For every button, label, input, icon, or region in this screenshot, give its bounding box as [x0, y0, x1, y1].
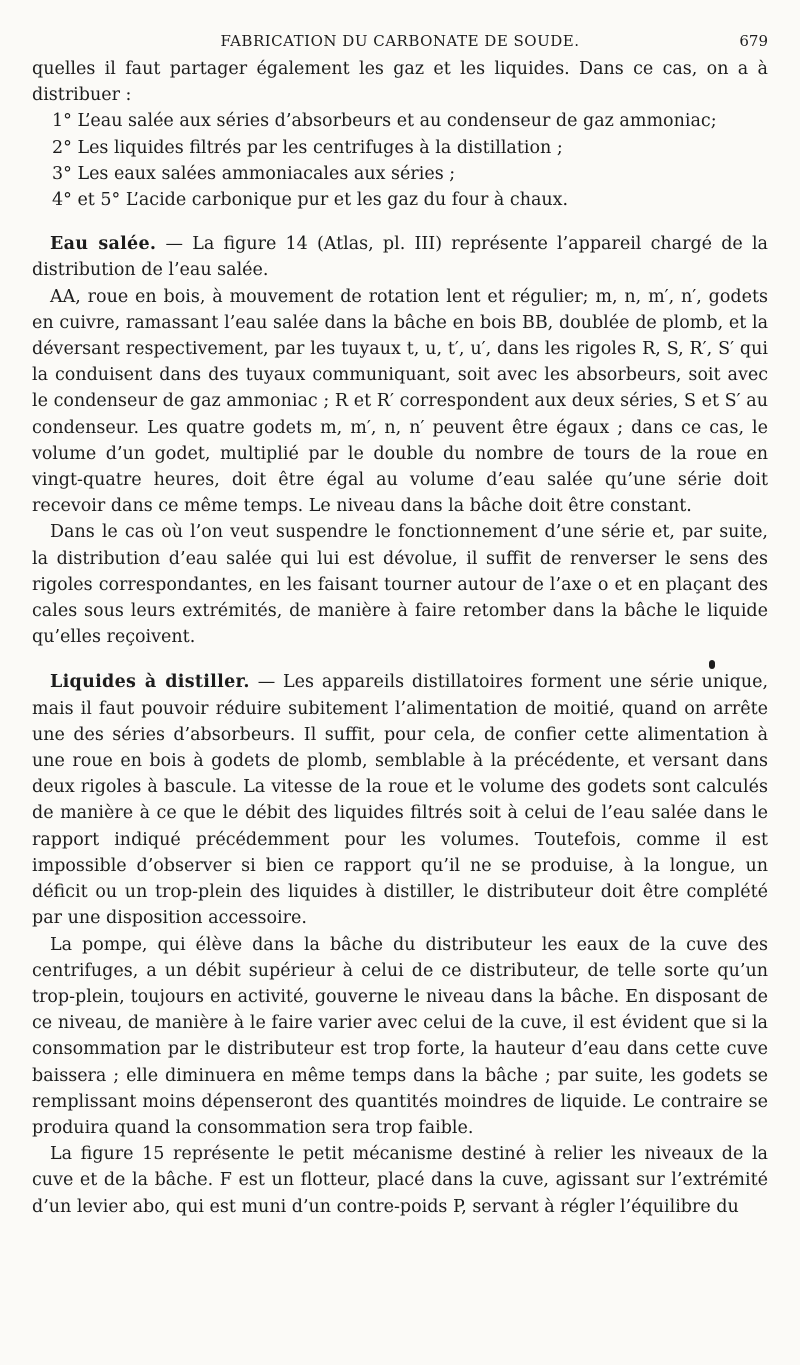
list-item-4: 4° et 5° L’acide carbonique pur et les gaz du four à chaux. — [52, 190, 569, 211]
paragraph-roue: AA, roue en bois, à mouvement de rotation lent et régulier; m, n, m′, n′, godets en cuivre, ramassant l’eau salée dans la bâche en bois BB, doublée de plomb, et la déversant respectivement, par les tuyaux t, u, t′, u′, dans les rigoles R, S, R′, S′ qui la conduisent dans des tuyaux communiquant, soit avec les absorbeurs, soit avec le condenseur de gaz ammoniac ; R et R′ correspondent aux deux séries, S et S′ au condenseur. Les quatre godets m, m′, n, n′ peuvent être égaux ; dans ce cas, le volume d’un godet, multiplié par le double du nombre de tours de la roue en vingt-quatre heures, doit être égal au volume d’eau salée qu’une série doit recevoir dans ce même temps. Le niveau dans la bâche doit être constant. — [32, 286, 768, 517]
section-eau-salee-paragraph — [32, 231, 768, 283]
page-body — [32, 56, 768, 1220]
paragraph-suspension: Dans le cas où l’on veut suspendre le fonctionnement d’une série et, par suite, la distribution d’eau salée qui lui est dévolue, il suffit de renverser le sens des rigoles correspondantes, en les faisant tourner autour de l’axe o et en plaçant des cales sous leurs extrémités, de manière à faire retomber dans la bâche le liquide qu’elles reçoivent. — [32, 522, 768, 648]
section-title-eau-salee: Eau salée. — [50, 234, 157, 255]
section-gap — [32, 213, 768, 231]
section-liquides-lead: — Les appareils distillatoires forment une série unique, mais il faut pouvoir réduire subitement l’alimentation de moitié, quand on arrête une des séries d’absorbeurs. Il suffit, pour cela, de confier cette alimentation à une roue en bois à godets de plomb, semblable à la précédente, et versant dans deux rigoles à bascule. La vitesse de la roue et le volume des godets sont calculés de manière à ce que le débit des liquides filtrés soit à celui de l’eau salée dans le rapport indiqué précédemment pour les volumes. Toutefois, comme il est impossible d’observer si bien ce rapport qu’il ne se produise, à la longue, un déficit ou un trop-plein des liquides à distiller, le distributeur doit être complété par une disposition accessoire. — [32, 672, 769, 929]
page-header — [32, 28, 768, 56]
paragraph-figure-15: La figure 15 représente le petit mécanisme destiné à relier les niveaux de la cuve et de la bâche. F est un flotteur, placé dans la cuve, agissant sur l’extrémité d’un levier abo, qui est muni d’un contre-poids P, servant à régler l’équilibre du — [32, 1144, 768, 1217]
list-item-1: 1° L’eau salée aux séries d’absorbeurs et au condenseur de gaz ammoniac; — [52, 111, 717, 132]
intro-paragraph: quelles il faut partager également les gaz et les liquides. Dans ce cas, on a à distribuer : — [32, 59, 768, 106]
section-liquides-paragraph — [32, 669, 768, 931]
ink-mark — [709, 660, 715, 669]
paragraph-pompe: La pompe, qui élève dans la bâche du distributeur les eaux de la cuve des centrifuges, a un débit supérieur à celui de ce distributeur, de telle sorte qu’un trop-plein, toujours en activité, gouverne le niveau dans la bâche. En disposant de ce niveau, de manière à le faire varier avec celui de la cuve, il est évident que si la consommation par le distributeur est trop forte, la hauteur d’eau dans cette cuve baissera ; elle diminuera en même temps dans la bâche ; par suite, les godets se remplissant moins dépenseront des quantités moindres de liquide. Le contraire se produira quand la consommation sera trop faible. — [32, 934, 768, 1138]
list-item-2: 2° Les liquides filtrés par les centrifuges à la distillation ; — [52, 137, 563, 158]
section-title-liquides: Liquides à distiller. — [50, 672, 250, 693]
list-item-3: 3° Les eaux salées ammoniacales aux séries ; — [52, 163, 456, 184]
running-title: FABRICATION DU CARBONATE DE SOUDE. — [220, 32, 580, 50]
section-gap — [32, 650, 768, 660]
page-number: 679 — [739, 32, 768, 50]
section-eau-salee-lead: — La figure 14 (Atlas, pl. III) représente l’appareil chargé de la distribution de l’eau salée. — [32, 234, 768, 281]
